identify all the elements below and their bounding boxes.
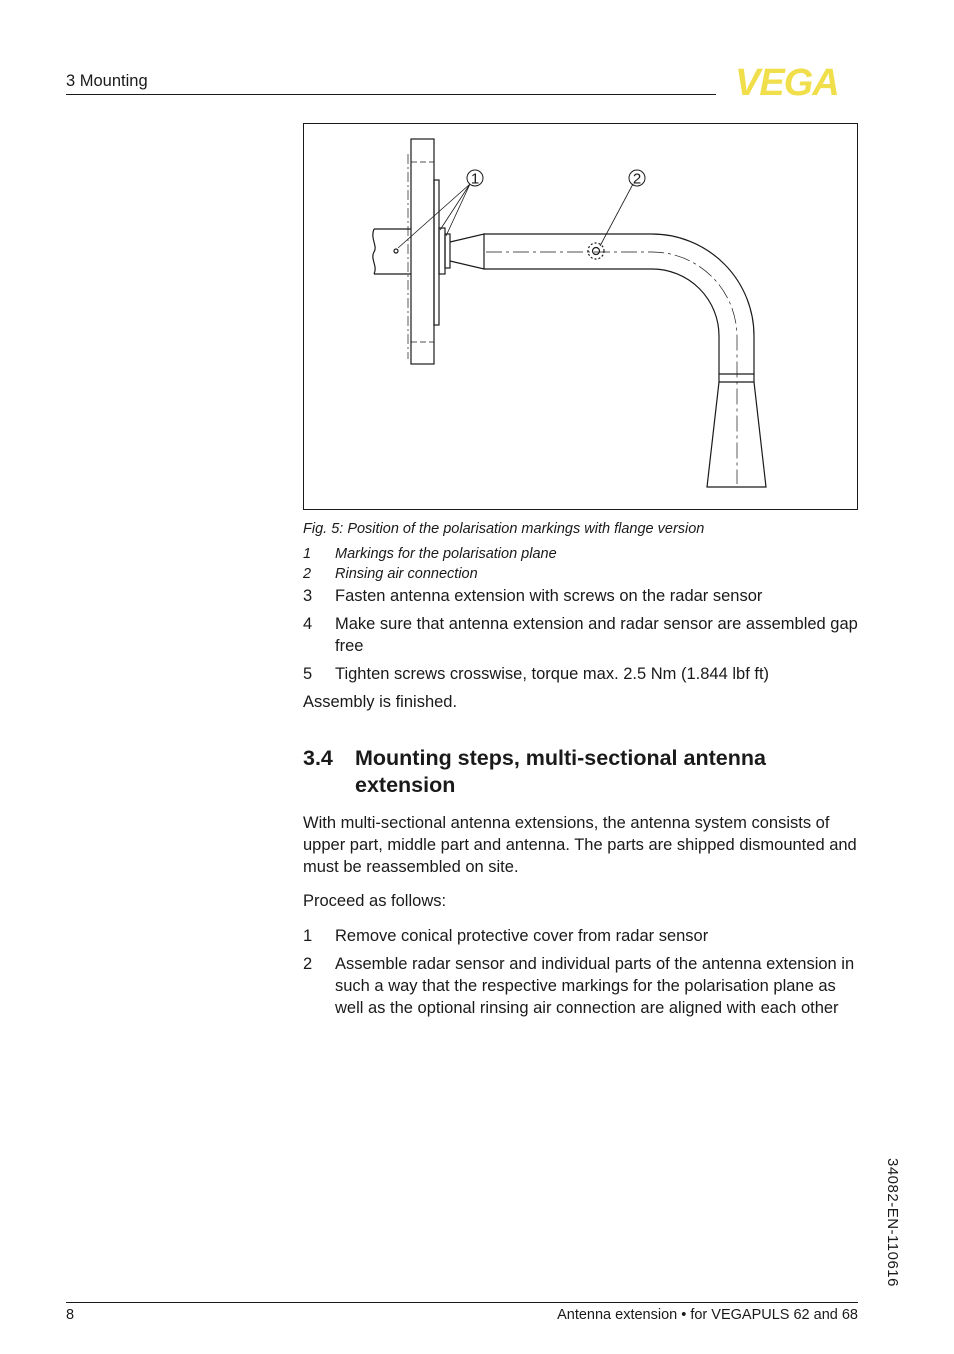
- page-number: 8: [66, 1307, 75, 1323]
- step-text: Assemble radar sensor and individual parts of the antenna extension in such a way that the respective markings for the polarisation plane as well as the optional rinsing air connection are aligned with each other: [335, 955, 855, 1017]
- section-title: Mounting steps, multi-sectional antenna extension: [355, 746, 766, 797]
- intro-paragraph: With multi-sectional antenna extensions, the antenna system consists of upper part, middle part and antenna. The parts are shipped dismounted and must be reassembled on site.: [303, 814, 857, 876]
- connector-nut: [445, 234, 450, 268]
- vega-logo: [735, 66, 859, 98]
- footer-rule: [66, 1302, 858, 1303]
- horn-collar: [719, 374, 754, 382]
- legend-number: 1: [303, 546, 312, 562]
- section-number: 3.4: [303, 746, 333, 770]
- horn: [707, 382, 766, 487]
- footer-title: Antenna extension • for VEGAPULS 62 and 68: [557, 1307, 858, 1323]
- step-text: Fasten antenna extension with screws on the radar sensor: [335, 587, 763, 605]
- header-rule: [66, 94, 716, 95]
- step-number: 2: [303, 955, 313, 973]
- break-line: [373, 229, 375, 274]
- legend-text: Rinsing air connection: [335, 566, 478, 582]
- step-number: 1: [303, 927, 313, 945]
- rinsing-air-fitting: [588, 243, 604, 259]
- step-text: Make sure that antenna extension and radar sensor are assembled gap free: [335, 615, 858, 655]
- callout-label-1: 1: [470, 170, 480, 188]
- connector-ring: [439, 228, 445, 274]
- flange-plate: [411, 139, 434, 364]
- flange-centerline: [411, 162, 434, 342]
- legend-text: Markings for the polarisation plane: [335, 546, 557, 562]
- step-number: 3: [303, 587, 313, 605]
- callout-leader-2: [600, 184, 633, 246]
- tube-outer: [484, 234, 754, 374]
- figure-frame: [303, 123, 858, 510]
- sensor-pipe: [374, 229, 411, 274]
- flange-hub: [434, 180, 439, 325]
- antenna-extension-drawing: [304, 124, 857, 509]
- step-number: 4: [303, 615, 313, 633]
- step-number: 5: [303, 665, 313, 683]
- document-id: 34082-EN-110616: [884, 1158, 901, 1287]
- legend-number: 2: [303, 566, 312, 582]
- figure-caption: Fig. 5: Position of the polarisation markings with flange version: [303, 521, 705, 537]
- assembly-finished-text: Assembly is finished.: [303, 693, 458, 711]
- legend-item: [303, 566, 478, 582]
- step-text: Remove conical protective cover from radar sensor: [335, 927, 709, 945]
- step-text: Tighten screws crosswise, torque max. 2.5 Nm (1.844 lbf ft): [335, 665, 770, 683]
- marking-dot: [394, 249, 398, 253]
- legend-item: [303, 546, 557, 562]
- callout-label-2: 2: [632, 170, 642, 188]
- reducer: [450, 234, 484, 269]
- running-header-section: 3 Mounting: [66, 72, 148, 90]
- tube-centerline: [486, 252, 737, 484]
- svg-text:VEGA: VEGA: [735, 66, 839, 98]
- tube-inner: [484, 269, 719, 374]
- proceed-text: Proceed as follows:: [303, 892, 447, 910]
